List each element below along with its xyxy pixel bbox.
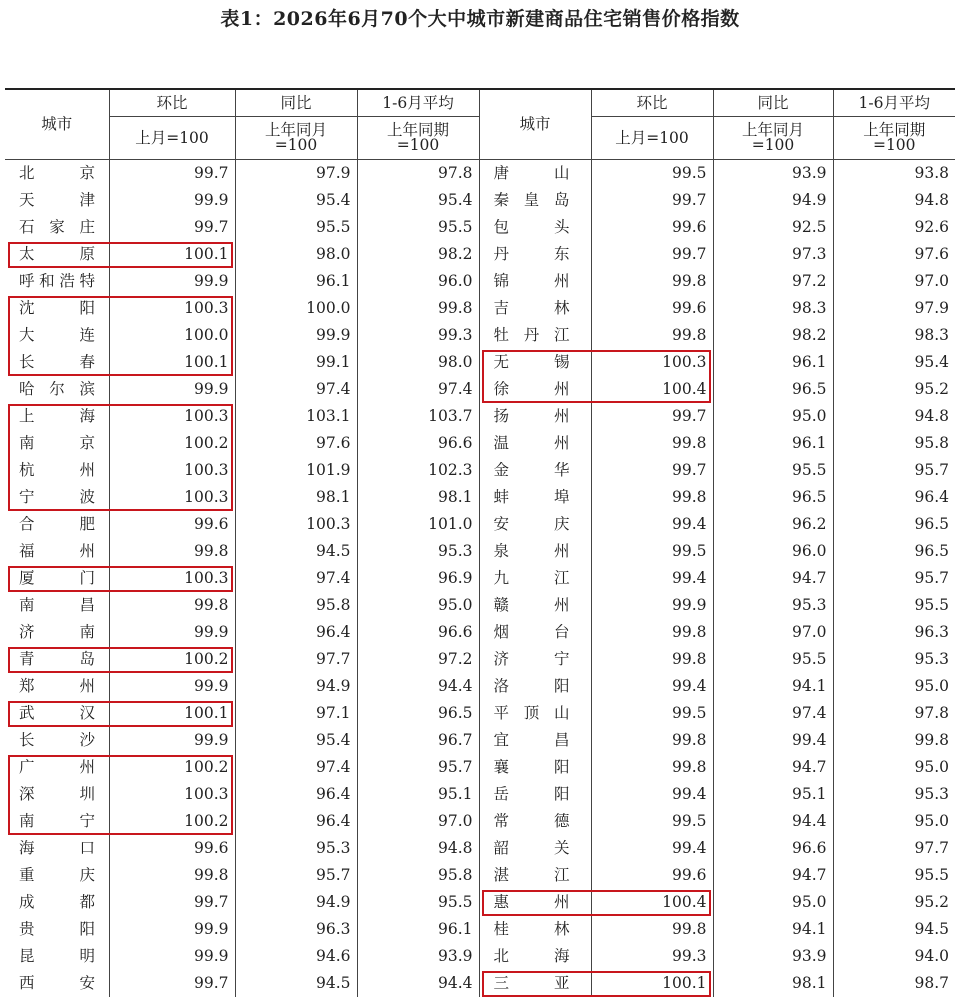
header-city-right: 城市 — [479, 89, 591, 160]
table-row — [5, 565, 955, 592]
table-row — [5, 889, 955, 916]
cell-mom: 100.2 — [109, 646, 235, 673]
city-name: 深圳 — [19, 785, 95, 803]
cell-mom: 100.1 — [591, 970, 713, 997]
cell-ytd: 95.4 — [833, 349, 955, 376]
cell-yoy: 100.0 — [235, 295, 357, 322]
header-yoy-base-left: 上年同月 =100 — [235, 117, 357, 160]
cell-mom: 99.7 — [591, 403, 713, 430]
city-name: 锦州 — [479, 268, 591, 295]
city-name: 韶关 — [479, 835, 591, 862]
cell-mom: 99.9 — [109, 943, 235, 970]
city-name: 桂林 — [479, 916, 591, 943]
cell-yoy: 94.6 — [235, 943, 357, 970]
cell-yoy: 95.3 — [235, 835, 357, 862]
cell-ytd: 95.2 — [833, 889, 955, 916]
cell-mom: 99.7 — [591, 241, 713, 268]
cell-ytd: 95.0 — [833, 754, 955, 781]
cell-ytd: 96.5 — [833, 511, 955, 538]
cell-yoy: 96.6 — [713, 835, 833, 862]
cell-ytd: 96.6 — [357, 619, 479, 646]
cell-yoy: 101.9 — [235, 457, 357, 484]
cell-yoy: 96.2 — [713, 511, 833, 538]
table-row — [5, 727, 955, 754]
cell-mom: 100.2 — [109, 808, 235, 835]
cell-ytd: 94.8 — [833, 403, 955, 430]
cell-ytd: 96.9 — [357, 565, 479, 592]
cell-mom: 99.6 — [591, 214, 713, 241]
table-row — [5, 295, 955, 322]
city-name: 包头 — [479, 214, 591, 241]
city-name: 青岛 — [19, 650, 95, 668]
cell-yoy: 98.2 — [713, 322, 833, 349]
cell-yoy: 94.9 — [235, 673, 357, 700]
cell-yoy: 99.9 — [235, 322, 357, 349]
cell-ytd: 95.7 — [357, 754, 479, 781]
cell-yoy: 97.2 — [713, 268, 833, 295]
cell-mom: 99.7 — [591, 457, 713, 484]
cell-mom: 99.8 — [591, 268, 713, 295]
cell-mom: 99.6 — [109, 835, 235, 862]
cell-mom: 99.5 — [591, 700, 713, 727]
cell-ytd: 98.7 — [833, 970, 955, 997]
cell-ytd: 98.2 — [357, 241, 479, 268]
cell-mom: 99.9 — [109, 619, 235, 646]
table-row — [5, 646, 955, 673]
cell-mom: 99.8 — [591, 430, 713, 457]
cell-mom: 99.9 — [109, 376, 235, 403]
city-name: 金华 — [479, 457, 591, 484]
cell-yoy: 96.0 — [713, 538, 833, 565]
city-name: 襄阳 — [479, 754, 591, 781]
cell-ytd: 94.5 — [833, 916, 955, 943]
price-index-table — [5, 88, 955, 997]
cell-mom: 99.8 — [591, 916, 713, 943]
cell-yoy: 94.1 — [713, 673, 833, 700]
cell-ytd: 97.8 — [833, 700, 955, 727]
cell-mom: 99.7 — [109, 889, 235, 916]
cell-yoy: 93.9 — [713, 160, 833, 188]
city-name: 哈尔滨 — [19, 380, 95, 398]
cell-ytd: 95.5 — [357, 889, 479, 916]
city-name: 宁波 — [19, 488, 95, 506]
cell-yoy: 98.0 — [235, 241, 357, 268]
cell-mom: 99.7 — [109, 160, 235, 188]
cell-mom: 99.3 — [591, 943, 713, 970]
cell-mom: 99.8 — [591, 322, 713, 349]
cell-ytd: 95.8 — [357, 862, 479, 889]
cell-mom: 100.1 — [109, 700, 235, 727]
header-ytd-base-left: 上年同期 =100 — [357, 117, 479, 160]
cell-ytd: 99.3 — [357, 322, 479, 349]
city-name: 福州 — [19, 542, 95, 560]
city-name: 丹东 — [479, 241, 591, 268]
cell-yoy: 94.5 — [235, 970, 357, 997]
table-row — [5, 835, 955, 862]
city-name: 天津 — [19, 191, 95, 209]
cell-ytd: 95.3 — [833, 646, 955, 673]
cell-yoy: 93.9 — [713, 943, 833, 970]
header-yoy-base-right: 上年同月 =100 — [713, 117, 833, 160]
cell-ytd: 96.7 — [357, 727, 479, 754]
cell-mom: 99.9 — [109, 187, 235, 214]
cell-yoy: 94.9 — [713, 187, 833, 214]
cell-ytd: 94.8 — [833, 187, 955, 214]
city-name: 成都 — [19, 893, 95, 911]
city-name: 平顶山 — [479, 700, 591, 727]
cell-mom: 99.8 — [591, 727, 713, 754]
cell-ytd: 95.0 — [833, 673, 955, 700]
cell-ytd: 97.2 — [357, 646, 479, 673]
city-name: 济宁 — [479, 646, 591, 673]
cell-ytd: 96.4 — [833, 484, 955, 511]
cell-yoy: 97.4 — [713, 700, 833, 727]
cell-ytd: 95.8 — [833, 430, 955, 457]
cell-ytd: 98.3 — [833, 322, 955, 349]
cell-ytd: 97.6 — [833, 241, 955, 268]
city-name: 石家庄 — [19, 218, 95, 236]
cell-ytd: 95.3 — [357, 538, 479, 565]
table-row — [5, 268, 955, 295]
table-row — [5, 349, 955, 376]
cell-ytd: 97.0 — [357, 808, 479, 835]
cell-ytd: 95.2 — [833, 376, 955, 403]
cell-ytd: 97.4 — [357, 376, 479, 403]
cell-ytd: 93.8 — [833, 160, 955, 188]
table-row — [5, 322, 955, 349]
cell-mom: 100.1 — [109, 349, 235, 376]
cell-yoy: 97.9 — [235, 160, 357, 188]
cell-mom: 99.8 — [591, 484, 713, 511]
cell-yoy: 94.7 — [713, 862, 833, 889]
cell-mom: 99.4 — [591, 565, 713, 592]
header-yoy-left: 同比 — [235, 89, 357, 117]
cell-mom: 100.3 — [109, 484, 235, 511]
city-name: 济南 — [19, 623, 95, 641]
cell-yoy: 94.9 — [235, 889, 357, 916]
cell-mom: 99.8 — [109, 592, 235, 619]
header-mom-right: 环比 — [591, 89, 713, 117]
cell-ytd: 103.7 — [357, 403, 479, 430]
city-name: 扬州 — [479, 403, 591, 430]
cell-ytd: 94.4 — [357, 970, 479, 997]
cell-ytd: 101.0 — [357, 511, 479, 538]
cell-mom: 99.7 — [109, 970, 235, 997]
table-row — [5, 484, 955, 511]
city-name: 湛江 — [479, 862, 591, 889]
cell-mom: 100.4 — [591, 889, 713, 916]
city-name: 呼和浩特 — [19, 272, 95, 290]
cell-ytd: 98.0 — [357, 349, 479, 376]
city-name: 北海 — [479, 943, 591, 970]
cell-mom: 99.9 — [109, 916, 235, 943]
table-row — [5, 376, 955, 403]
cell-yoy: 96.1 — [235, 268, 357, 295]
cell-mom: 99.4 — [591, 835, 713, 862]
cell-ytd: 96.5 — [357, 700, 479, 727]
header-ytd-left: 1-6月平均 — [357, 89, 479, 117]
cell-ytd: 93.9 — [357, 943, 479, 970]
city-name: 上海 — [19, 407, 95, 425]
cell-ytd: 95.5 — [833, 862, 955, 889]
cell-yoy: 98.1 — [713, 970, 833, 997]
cell-mom: 99.9 — [109, 268, 235, 295]
cell-yoy: 95.5 — [235, 214, 357, 241]
header-city-left: 城市 — [5, 89, 109, 160]
cell-ytd: 99.8 — [357, 295, 479, 322]
header-mom-left: 环比 — [109, 89, 235, 117]
cell-mom: 99.7 — [109, 214, 235, 241]
city-name: 郑州 — [19, 677, 95, 695]
table-row — [5, 511, 955, 538]
cell-mom: 99.9 — [109, 673, 235, 700]
city-name: 安庆 — [479, 511, 591, 538]
table-row — [5, 754, 955, 781]
cell-yoy: 97.4 — [235, 754, 357, 781]
cell-yoy: 97.0 — [713, 619, 833, 646]
header-mom-base-left: 上月=100 — [109, 117, 235, 160]
cell-ytd: 94.0 — [833, 943, 955, 970]
city-name: 南昌 — [19, 596, 95, 614]
city-name: 三亚 — [479, 970, 591, 997]
city-name: 常德 — [479, 808, 591, 835]
cell-mom: 100.3 — [109, 565, 235, 592]
city-name: 岳阳 — [479, 781, 591, 808]
cell-ytd: 95.5 — [833, 592, 955, 619]
cell-mom: 99.8 — [591, 646, 713, 673]
table-row — [5, 187, 955, 214]
table-row — [5, 916, 955, 943]
header-yoy-right: 同比 — [713, 89, 833, 117]
cell-mom: 99.8 — [591, 619, 713, 646]
cell-yoy: 94.5 — [235, 538, 357, 565]
cell-mom: 100.2 — [109, 430, 235, 457]
table-row — [5, 700, 955, 727]
cell-yoy: 92.5 — [713, 214, 833, 241]
cell-mom: 100.3 — [109, 781, 235, 808]
cell-mom: 100.3 — [109, 403, 235, 430]
table-row — [5, 457, 955, 484]
cell-yoy: 100.3 — [235, 511, 357, 538]
cell-mom: 99.4 — [591, 511, 713, 538]
cell-mom: 99.4 — [591, 673, 713, 700]
cell-mom: 99.7 — [591, 187, 713, 214]
city-name: 西安 — [19, 974, 95, 992]
cell-yoy: 97.4 — [235, 376, 357, 403]
cell-yoy: 95.0 — [713, 403, 833, 430]
cell-yoy: 98.1 — [235, 484, 357, 511]
city-name: 沈阳 — [19, 299, 95, 317]
cell-ytd: 95.5 — [357, 214, 479, 241]
cell-mom: 100.3 — [109, 457, 235, 484]
cell-mom: 99.6 — [109, 511, 235, 538]
cell-mom: 99.6 — [591, 295, 713, 322]
cell-mom: 99.5 — [591, 808, 713, 835]
cell-mom: 100.0 — [109, 322, 235, 349]
city-name: 赣州 — [479, 592, 591, 619]
city-name: 惠州 — [479, 889, 591, 916]
cell-ytd: 95.0 — [833, 808, 955, 835]
table-row — [5, 970, 955, 997]
table-row — [5, 619, 955, 646]
cell-yoy: 94.7 — [713, 565, 833, 592]
city-name: 秦皇岛 — [479, 187, 591, 214]
table-row — [5, 214, 955, 241]
city-name: 重庆 — [19, 866, 95, 884]
cell-mom: 99.6 — [591, 862, 713, 889]
cell-yoy: 99.4 — [713, 727, 833, 754]
city-name: 厦门 — [19, 569, 95, 587]
cell-ytd: 98.1 — [357, 484, 479, 511]
cell-yoy: 97.4 — [235, 565, 357, 592]
city-name: 海口 — [19, 839, 95, 857]
cell-ytd: 95.0 — [357, 592, 479, 619]
city-name: 烟台 — [479, 619, 591, 646]
cell-yoy: 95.7 — [235, 862, 357, 889]
table-row — [5, 943, 955, 970]
table-body — [5, 160, 955, 998]
cell-yoy: 95.3 — [713, 592, 833, 619]
table-row — [5, 430, 955, 457]
table-row — [5, 862, 955, 889]
city-name: 蚌埠 — [479, 484, 591, 511]
cell-yoy: 96.5 — [713, 376, 833, 403]
cell-yoy: 95.0 — [713, 889, 833, 916]
city-name: 广州 — [19, 758, 95, 776]
cell-yoy: 99.1 — [235, 349, 357, 376]
city-name: 长沙 — [19, 731, 95, 749]
city-name: 唐山 — [479, 160, 591, 188]
cell-ytd: 94.8 — [357, 835, 479, 862]
cell-ytd: 95.1 — [357, 781, 479, 808]
cell-ytd: 95.7 — [833, 457, 955, 484]
city-name: 武汉 — [19, 704, 95, 722]
cell-mom: 100.3 — [109, 295, 235, 322]
cell-ytd: 94.4 — [357, 673, 479, 700]
city-name: 吉林 — [479, 295, 591, 322]
cell-ytd: 97.9 — [833, 295, 955, 322]
table-row — [5, 673, 955, 700]
cell-ytd: 97.8 — [357, 160, 479, 188]
cell-mom: 99.8 — [109, 538, 235, 565]
cell-yoy: 94.4 — [713, 808, 833, 835]
cell-mom: 99.8 — [109, 862, 235, 889]
cell-ytd: 95.7 — [833, 565, 955, 592]
cell-yoy: 97.1 — [235, 700, 357, 727]
cell-mom: 100.4 — [591, 376, 713, 403]
cell-yoy: 97.3 — [713, 241, 833, 268]
cell-mom: 99.8 — [591, 754, 713, 781]
cell-mom: 100.2 — [109, 754, 235, 781]
cell-yoy: 96.4 — [235, 781, 357, 808]
cell-mom: 100.3 — [591, 349, 713, 376]
cell-ytd: 96.6 — [357, 430, 479, 457]
city-name: 徐州 — [479, 376, 591, 403]
cell-yoy: 96.3 — [235, 916, 357, 943]
header-ytd-base-right: 上年同期 =100 — [833, 117, 955, 160]
cell-mom: 100.1 — [109, 241, 235, 268]
cell-yoy: 98.3 — [713, 295, 833, 322]
city-name: 杭州 — [19, 461, 95, 479]
cell-yoy: 96.4 — [235, 808, 357, 835]
cell-ytd: 96.5 — [833, 538, 955, 565]
cell-yoy: 96.4 — [235, 619, 357, 646]
cell-ytd: 95.4 — [357, 187, 479, 214]
city-name: 昆明 — [19, 947, 95, 965]
cell-yoy: 95.4 — [235, 727, 357, 754]
city-name: 南京 — [19, 434, 95, 452]
cell-ytd: 99.8 — [833, 727, 955, 754]
city-name: 九江 — [479, 565, 591, 592]
cell-ytd: 102.3 — [357, 457, 479, 484]
cell-yoy: 103.1 — [235, 403, 357, 430]
cell-yoy: 95.5 — [713, 457, 833, 484]
cell-yoy: 94.1 — [713, 916, 833, 943]
table-row — [5, 781, 955, 808]
cell-mom: 99.9 — [591, 592, 713, 619]
cell-mom: 99.5 — [591, 160, 713, 188]
city-name: 太原 — [19, 245, 95, 263]
cell-yoy: 96.5 — [713, 484, 833, 511]
cell-yoy: 96.1 — [713, 430, 833, 457]
table-row — [5, 241, 955, 268]
table-row — [5, 160, 955, 188]
city-name: 宜昌 — [479, 727, 591, 754]
cell-ytd: 92.6 — [833, 214, 955, 241]
cell-yoy: 95.4 — [235, 187, 357, 214]
table-row — [5, 403, 955, 430]
cell-ytd: 97.7 — [833, 835, 955, 862]
cell-ytd: 96.3 — [833, 619, 955, 646]
cell-yoy: 95.5 — [713, 646, 833, 673]
cell-mom: 99.5 — [591, 538, 713, 565]
cell-ytd: 97.0 — [833, 268, 955, 295]
city-name: 南宁 — [19, 812, 95, 830]
city-name: 洛阳 — [479, 673, 591, 700]
cell-ytd: 96.0 — [357, 268, 479, 295]
table-row — [5, 538, 955, 565]
city-name: 无锡 — [479, 349, 591, 376]
table-row — [5, 808, 955, 835]
cell-mom: 99.9 — [109, 727, 235, 754]
cell-yoy: 94.7 — [713, 754, 833, 781]
cell-ytd: 96.1 — [357, 916, 479, 943]
page-title: 表1：2026年6月70个大中城市新建商品住宅销售价格指数 — [220, 8, 740, 30]
city-name: 合肥 — [19, 515, 95, 533]
cell-yoy: 95.8 — [235, 592, 357, 619]
cell-yoy: 96.1 — [713, 349, 833, 376]
header-ytd-right: 1-6月平均 — [833, 89, 955, 117]
city-name: 牡丹江 — [479, 322, 591, 349]
cell-yoy: 95.1 — [713, 781, 833, 808]
city-name: 泉州 — [479, 538, 591, 565]
cell-yoy: 97.7 — [235, 646, 357, 673]
city-name: 温州 — [479, 430, 591, 457]
city-name: 长春 — [19, 353, 95, 371]
cell-yoy: 97.6 — [235, 430, 357, 457]
cell-ytd: 95.3 — [833, 781, 955, 808]
cell-mom: 99.4 — [591, 781, 713, 808]
table-row — [5, 592, 955, 619]
city-name: 贵阳 — [19, 920, 95, 938]
city-name: 大连 — [19, 326, 95, 344]
city-name: 北京 — [19, 164, 95, 182]
header-mom-base-right: 上月=100 — [591, 117, 713, 160]
